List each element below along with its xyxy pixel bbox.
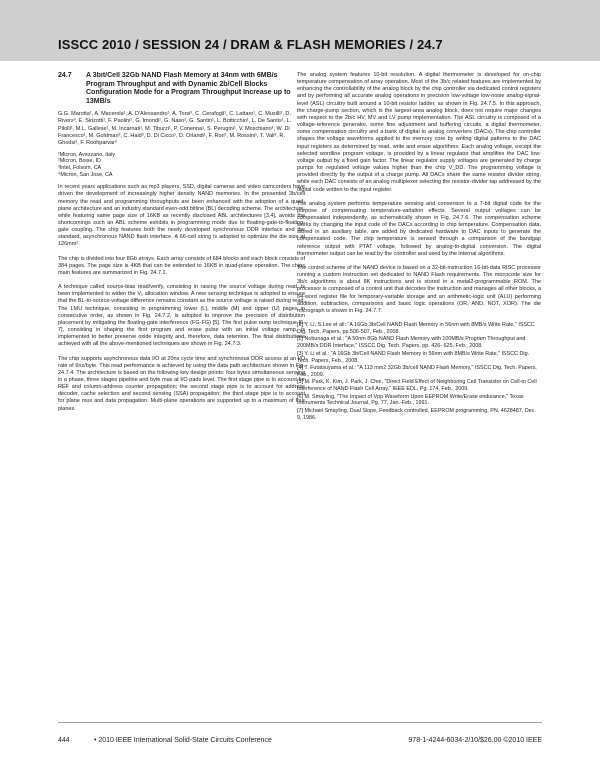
reference-item: [5] M. Park, K. Kim, J. Park, J. Choi, "Direct Field Effect of Neighboring Cell Transistor on Cell-to Cell Interference of NAND Flash Cell Array," IEEE EDL, Pg. 174, Feb., 2009. (297, 379, 537, 393)
affiliation-item: ¹Micron, Avezzano, Italy (58, 151, 116, 158)
affiliation-item: ²Micron, Boise, ID (58, 158, 101, 165)
body-paragraph: The chip is divided into four 8Gb arrays. Each array consists of 684 blocks and each block consists of 384 pages. The page size is 4KB that can be extended to 16KB in quad-plane operation. The chips main features are summarized in Fig. 24.7.1. (58, 255, 305, 276)
session-header-bar (0, 0, 600, 61)
paper-number: 24.7 (58, 72, 72, 79)
body-paragraph: The analog system performs temperature sensing and conversion to a 7-bit digital code for the purpose of compensating temperature-variation effects. Several output voltages can be compensated independently, as schematically shown in Fig. 24.7.6. The compensation scheme works by changing the input code of the DACs according to chip temperature. Compensation data, stored in an auxiliary table, are added by dedicated hardware to DAC inputs to generate the compensated code. The chip temperature is sensed through a comparison of the bandgap reference output with PTAT voltage, followed by analog-to-digital conversion. The digital thermometer output can be read by the controller and used by the internal algorithms. (297, 200, 541, 257)
reference-item: [4] T. Futatsuyama et al.: "A 113 mm2 32Gb 3b/cell NAND Flash Memory," ISSCC Dig. Tech. Papers, Feb., 2009. (297, 364, 537, 378)
paper-heading (58, 72, 305, 106)
reference-item: [6] M. Smayling, "The Impact of Vpp Waveform Upon EEPROM Write/Erase endurance," Texas Instruments Technical Journal, Pg. 77, Jan.-Feb., 1991. (297, 393, 524, 407)
body-paragraph: The analog system features 10-bit resolution. A digital thermometer is developed for on-chip temperature compensation of array operation. Most of the 3b/c related features are implemented by enhancing the controllability of the analog block by the chip controller via dedicated control registers and by performing all accurate analog operations in precision low-voltage low-noise analog-signal-level (ASL) circuitry built around a 10-bit resistor ladder, as shown in Fig. 24.7.5. In this approach, the charge-pump section, which is the largest-area analog block, does not require major changes with respect to the 2b/c HV, MV and LV pump implementation. The ASL circuitry is composed of a voltage-reference generator, some fine adjustment and buffering circuits, a digital thermometer, some compensation circuitry and a bank of digital to analog converters (DACs). The chip controller shapes the voltage waveforms applied to the memory core by writing digital patterns to the DAC input registers as determined by read, write and erase algorithms. Each analog voltage, except the selected wordline program voltage, is provided by a linear regulator that amplifies the DAC low-voltage output by a fixed gain factor. The linear regulator supply voltages are generated by charge pumps for regulated voltage values higher than the chip V_DD. The programming voltage is provided directly by the output of a charge pump. All DACs share the same resistor divider string, while each DAC consists of an analog multiplexer selecting the resistor-divider tap addressed by the digital code written to the input register. (297, 72, 541, 193)
reference-item: [1] Y. Li, S.Lee et all: "A 16Gb 3b/Cell NAND Flash Memory in 56nm with 8MB/s Write Rate," ISSCC Dig. Tech. Papers, pp.506-507, Feb., 2008. (297, 322, 535, 335)
footer-divider (58, 722, 542, 723)
body-paragraph: In recent years applications such as mp3 players, SSD, digital cameras and video camcorders have driven the development of increasingly higher density NAND memories. In the presented 3b/cell memory the read and programming throughputs are been enhanced with the adoption of a quad-plane architecture and an industry standard even-odd bitline (BL) decoding scheme. The architecture, while featuring same page size of 16KB as recently disclosed ABL architectures [3,4], avoids the shortcomings such an ABL scheme exhibits in programming mode due to floating-gate-to-floating-gate coupling. The chip features both the newly developed synchronous DDR interface and the standard, asynchronous NAND flash interface. A 66-cell string is adopted to optimize the die size at 126mm². (58, 184, 305, 248)
affiliation-item: ⁴Micron, San Jose, CA (58, 171, 113, 178)
page-number: 444 (58, 737, 70, 744)
reference-list (297, 322, 541, 422)
body-paragraph: The chip supports asynchronous data I/O at 20ns cycle time and synchronous DDR access at an I/O rate of 6ns/byte. This read performance is achieved by using the data path architecture shown in Fig. 24.7.4. The architecture is based on the following key design points: four bytes simultaneous sensing in a phase, three stages pipeline and byte max at I/O pads level. The first stage pipe is to account for REF and column-address counter propagation; the second stage pipe is to account for address decoder, cache selection and second sensing (SSA) propagation; the third stage pipe is to account for plane mux and data propagation. Multi-plane operations are supported up to a maximum of four planes. (58, 355, 305, 412)
body-paragraph: The control scheme of the NAND device is based on a 32-bit-instruction 16-bit-data RISC processor running a custom instruction set dedicated to NAND Flash requirements. The microcode size for 3b/c algorithms is about 8K instructions and is stored in a metal2-programmable ROM. The processor is composed of a control unit that decodes the instruction and manages all other blocks, a 64-word register file for temporary-variable storage and an arithmetic-logic unit (ALU) performing addition, subtraction, comparisons and basic logic operations (OR, AND, NOT, XOR). The die micrograph is shown in Fig. 24.7.7. (297, 264, 541, 314)
affiliation-item: ³Intel, Folsom, CA (58, 165, 102, 172)
session-header-title: ISSCC 2010 / SESSION 24 / DRAM & FLASH MEMORIES / 24.7 (58, 37, 443, 52)
affiliation-list (58, 152, 305, 178)
body-paragraph: A technique called source-bias read/verify, consisting in raising the source voltage during read, is been implemented to widen the V₁ allocation window. A new sensing technique is adopted to ensure that the BL-to-source-voltage difference remains constant as the source voltage is raised during read. The LMU technique, consisting in programming lower (L), middle (M) and upper (U) pages in consecutive order, as shown in Fig. 24.7.2, is adopted to improve the precision of distribution placement by mitigating the floating-gate interference (FG-FG) [5]. The first pulse ramp technique [6-7], consisting in shaping the first program and erase pulse with an initial voltage ramp, is implemented to better preserve oxide integrity and, therefore, data retention. The final distributions achieved with all the above-mentioned techniques are shown in Fig. 24.7.3. (58, 284, 305, 348)
footer-isbn: 978-1-4244-6034-2/10/$26.00 ©2010 IEEE (408, 737, 542, 744)
reference-item: [7] Michael Smayling, Dual Slope, Feedback controlled, EEPROM programming, PN. 4628487, Dec. 9, 1986. (297, 407, 536, 421)
right-column (297, 72, 541, 712)
author-list: G.G. Marotta¹, A. Macerola¹, A. D'Alessandro¹, A. Torsi², C. Cerafogli¹, C. Lattaro¹, C. Musilli¹, D. Rivers³, E. Sirizotti¹, F. Paolini¹, G. Imondi¹, G. Naso¹, G. Santin¹, L. Botticchio¹, L. De Santis¹, L. Pilolli¹, M.L. Gallese¹, M. Incarnati¹, M. Tiburzi¹, P. Conenna¹, S. Perugini¹, V. Moschiano¹, W. Di Francesco¹, M. Goldman³, C. Haid³, D. Di Cicco¹, D. Orlandi¹, F. Rori¹, M. Rossini¹, T. Vali³, R. Ghodsi³, F. Roohparvar³ (58, 111, 292, 146)
conference-name: • 2010 IEEE International Solid-State Circuits Conference (93, 737, 272, 744)
reference-item: [3] Y. Li et al.: "A 16Gb 3b/Cell NAND Flash Memory in 56nm with 8MB/s Write Rate," ISSCC Dig. Tech. Papers, Feb., 2008. (297, 350, 530, 364)
left-column (58, 72, 305, 712)
paper-title: A 3bit/Cell 32Gb NAND Flash Memory at 34nm with 6MB/s Program Throughput and with Dynamic 2b/Cell Blocks Configuration Mode for a Program Throughput Increase up to 13MB/s (86, 72, 291, 105)
reference-item: [2] Nobunaga et al.: "A 50nm 8Gb NAND Flash Memory with 100MB/s Program Throughput and 200MB/s DDR Interface," ISSCC Dig. Tech. Papers, pp. 426- 625, Feb., 2008. (297, 336, 526, 350)
footer-left (58, 737, 272, 744)
